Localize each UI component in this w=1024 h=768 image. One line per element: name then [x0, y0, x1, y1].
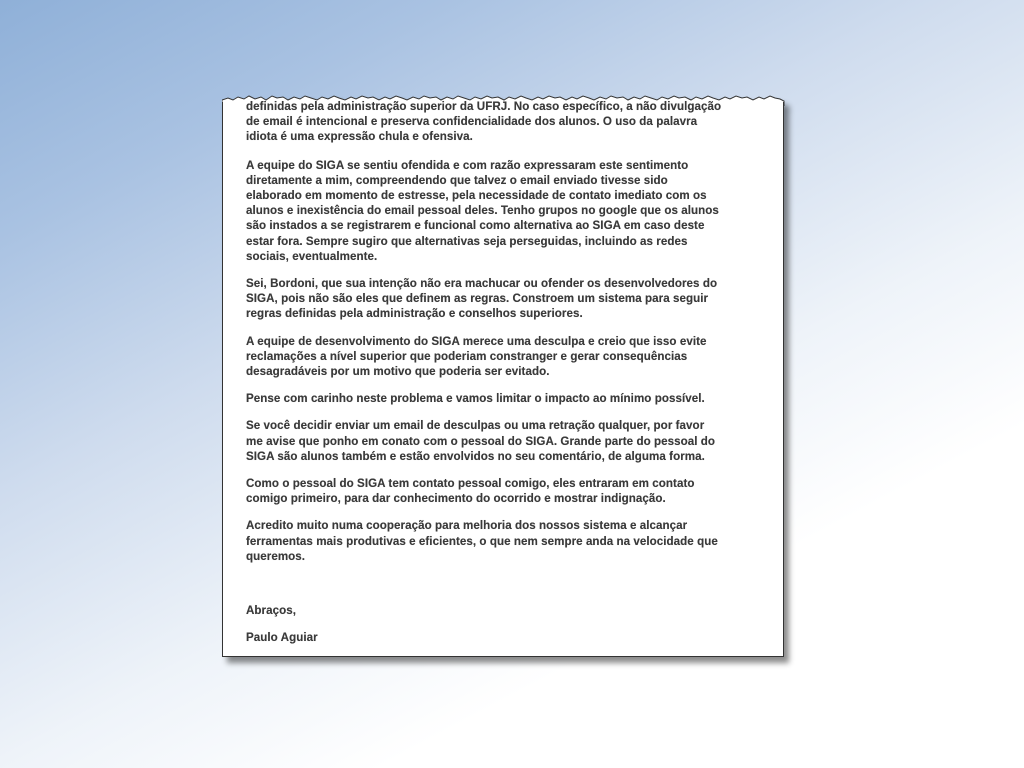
paragraph-intention: Sei, Bordoni, que sua intenção não era machucar ou ofender os desenvolvedores do SIGA, pois não são eles que definem as regras. Constroem um sistema para seguir regras definidas pela administração e conselhos superiores.	[246, 277, 718, 321]
paragraph-cooperation: Acredito muito numa cooperação para melhoria dos nossos sistema e alcançar ferramentas mais produtivas e eficientes, o que nem sempre anda na velocidade que queremos.	[246, 519, 718, 563]
paragraph-retraction: Se você decidir enviar um email de desculpas ou uma retração qualquer, por favor me avise que ponho em conato com o pessoal do SIGA. Grande parte do pessoal do SIGA são alunos também e estão envolvidos no seu comentário, de alguma forma.	[246, 419, 716, 463]
closing-greeting: Abraços,	[246, 604, 297, 618]
signature: Paulo Aguiar	[246, 631, 318, 645]
paragraph-policy: definidas pela administração superior da UFRJ. No caso específico, a não divulgação de email é intencional e preserva confidencialidade dos alunos. O uso da palavra idiota é uma expressão chula e ofensiva.	[246, 100, 722, 144]
paragraph-apology: A equipe de desenvolvimento do SIGA merece uma desculpa e creio que isso evite reclamações a nível superior que poderiam constranger e gerar consequências desagradáveis por um motivo que poderia ser evitado.	[246, 334, 707, 379]
letter-body	[246, 99, 771, 657]
letter-excerpt	[222, 94, 786, 658]
paper-sheet	[222, 102, 784, 657]
paragraph-contact: Como o pessoal do SIGA tem contato pessoal comigo, eles entraram em contato comigo primeiro, para dar conhecimento do ocorrido e mostrar indignação.	[246, 477, 695, 506]
paragraph-team-offended: A equipe do SIGA se sentiu ofendida e com razão expressaram este sentimento diretamente a mim, compreendendo que talvez o email enviado tivesse sido elaborado em momento de estresse, pela necessidade de contato imediato com os alunos e inexistência do email pessoal deles. Tenho grupos no google que os alunos são instados a se registrarem e funcional como alternativa ao SIGA em caso deste estar fora. Sempre sugiro que alternativas seja perseguidas, incluindo as redes sociais, eventualmente.	[246, 158, 719, 263]
paragraph-limit-impact: Pense com carinho neste problema e vamos limitar o impacto ao mínimo possível.	[246, 392, 705, 406]
